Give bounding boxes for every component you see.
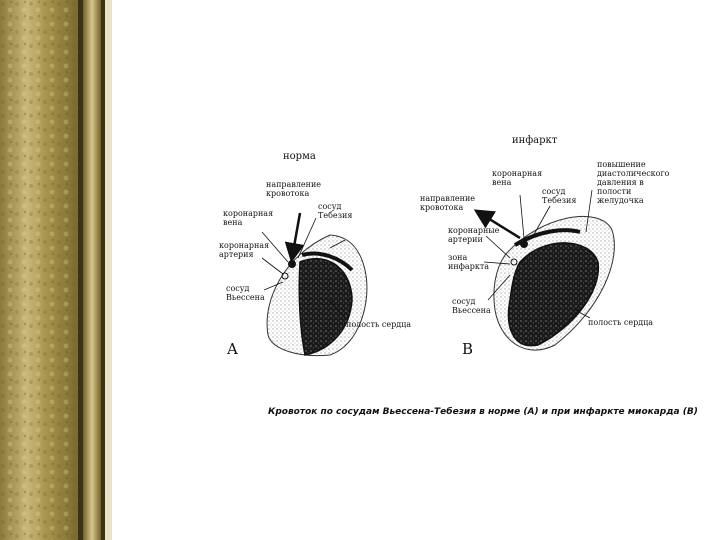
panel-b-label-thebesian-vessel: сосуд Тебезия (542, 187, 577, 205)
panel-b-label-coronary-vein: коронарная вена (492, 169, 543, 187)
panel-a-label-vieussens-vessel: сосуд Вьессена (226, 284, 265, 302)
panel-a-label-thebesian-vessel: сосуд Тебезия (318, 202, 353, 220)
panel-a-title: норма (283, 151, 316, 162)
panel-a-label-coronary-vein: коронарная вена (223, 209, 274, 227)
panel-b-title: инфаркт (512, 135, 558, 146)
panel-a-label-flow-direction: направление кровотока (266, 180, 322, 198)
panel-b-vessel-dot (520, 240, 528, 248)
panel-b-letter: B (462, 340, 474, 358)
panel-b-label-infarct-zone: зона инфаркта (448, 253, 490, 271)
panel-b-label-heart-cavity: полость сердца (588, 318, 654, 327)
panel-a-letter: A (227, 340, 238, 358)
panel-a-vessel-dot (288, 260, 296, 268)
panel-a-drawing (262, 213, 367, 356)
panel-b-label-flow-direction: направление кровотока (420, 194, 476, 212)
panel-a-label-coronary-artery: коронарная артерия (219, 241, 270, 259)
panel-b-label-pressure-increase: повышение диастолического давления в полости желудочка (597, 160, 670, 205)
panel-b-label-coronary-arteries: коронарные артерии (448, 226, 500, 244)
panel-b-label-vieussens-vessel: сосуд Вьессена (452, 297, 491, 315)
panel-a-label-heart-cavity: полость сердца (346, 320, 412, 329)
figure-caption: Кровоток по сосудам Вьессена-Тебезия в норме (A) и при инфаркте миокарда (B) (268, 407, 698, 417)
